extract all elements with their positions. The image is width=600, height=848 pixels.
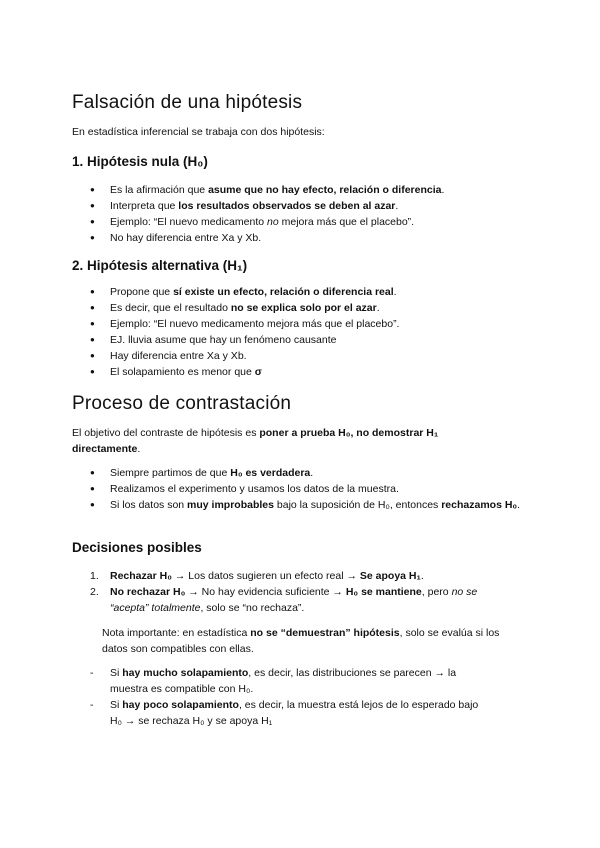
intro-text: En estadística inferencial se trabaja con dos hipótesis: — [72, 126, 325, 138]
objetivo-text: El objetivo del contraste de hipótesis es poner a prueba H₀, no demostrar H₁ directamente. — [72, 427, 439, 455]
heading-decisiones: Decisiones posibles — [72, 540, 202, 555]
list-item: - Si hay mucho solapamiento, es decir, las distribuciones se parecen → la muestra es compatible con H₀. — [90, 665, 490, 697]
list-item: ● Siempre partimos de que H₀ es verdadera. — [90, 465, 530, 481]
list-item: ● Ejemplo: “El nuevo medicamento mejora más que el placebo”. — [90, 316, 520, 332]
list-item: ● Interpreta que los resultados observados se deben al azar. — [90, 198, 520, 214]
list-item: ● Es la afirmación que asume que no hay efecto, relación o diferencia. — [90, 182, 520, 198]
heading-hipotesis-alternativa: 2. Hipótesis alternativa (H₁) — [72, 258, 248, 273]
list-solapamiento — [90, 665, 490, 729]
list-item: ● Ejemplo: “El nuevo medicamento no mejora más que el placebo”. — [90, 214, 520, 230]
list-item: 2. No rechazar H₀ → No hay evidencia suficiente → H₀ se mantiene, pero no se “acepta” totalmente, solo se “no rechaza”. — [90, 586, 478, 614]
list-item: 1. Rechazar H₀ → Los datos sugieren un efecto real → Se apoya H₁. — [90, 570, 424, 582]
list-item: ● Propone que sí existe un efecto, relación o diferencia real. — [90, 284, 520, 300]
list-item: ● El solapamiento es menor que σ — [90, 364, 520, 380]
list-item: ● Si los datos son muy improbables bajo la suposición de H₀, entonces rechazamos H₀. — [90, 497, 530, 513]
list-item: ● EJ. lluvia asume que hay un fenómeno causante — [90, 332, 520, 348]
list-hipotesis-alternativa — [90, 284, 520, 380]
nota-importante: Nota importante: en estadística no se “demuestran” hipótesis, solo se evalúa si los datos son compatibles con ellas. — [102, 627, 500, 655]
title-proceso-contrastacion: Proceso de contrastación — [72, 393, 292, 414]
list-hipotesis-nula — [90, 182, 520, 246]
list-item: ● Es decir, que el resultado no se explica solo por el azar. — [90, 300, 520, 316]
list-proceso — [90, 465, 530, 513]
list-decisiones — [90, 568, 510, 616]
heading-hipotesis-nula: 1. Hipótesis nula (H₀) — [72, 154, 208, 169]
list-item: ● Realizamos el experimento y usamos los datos de la muestra. — [90, 481, 530, 497]
list-item: ● Hay diferencia entre Xa y Xb. — [90, 348, 520, 364]
title-falsacion: Falsación de una hipótesis — [72, 92, 303, 113]
list-item: ● No hay diferencia entre Xa y Xb. — [90, 230, 520, 246]
list-item: - Si hay poco solapamiento, es decir, la muestra está lejos de lo esperado bajo H₀ → se rechaza H₀ y se apoya H₁ — [90, 697, 490, 729]
